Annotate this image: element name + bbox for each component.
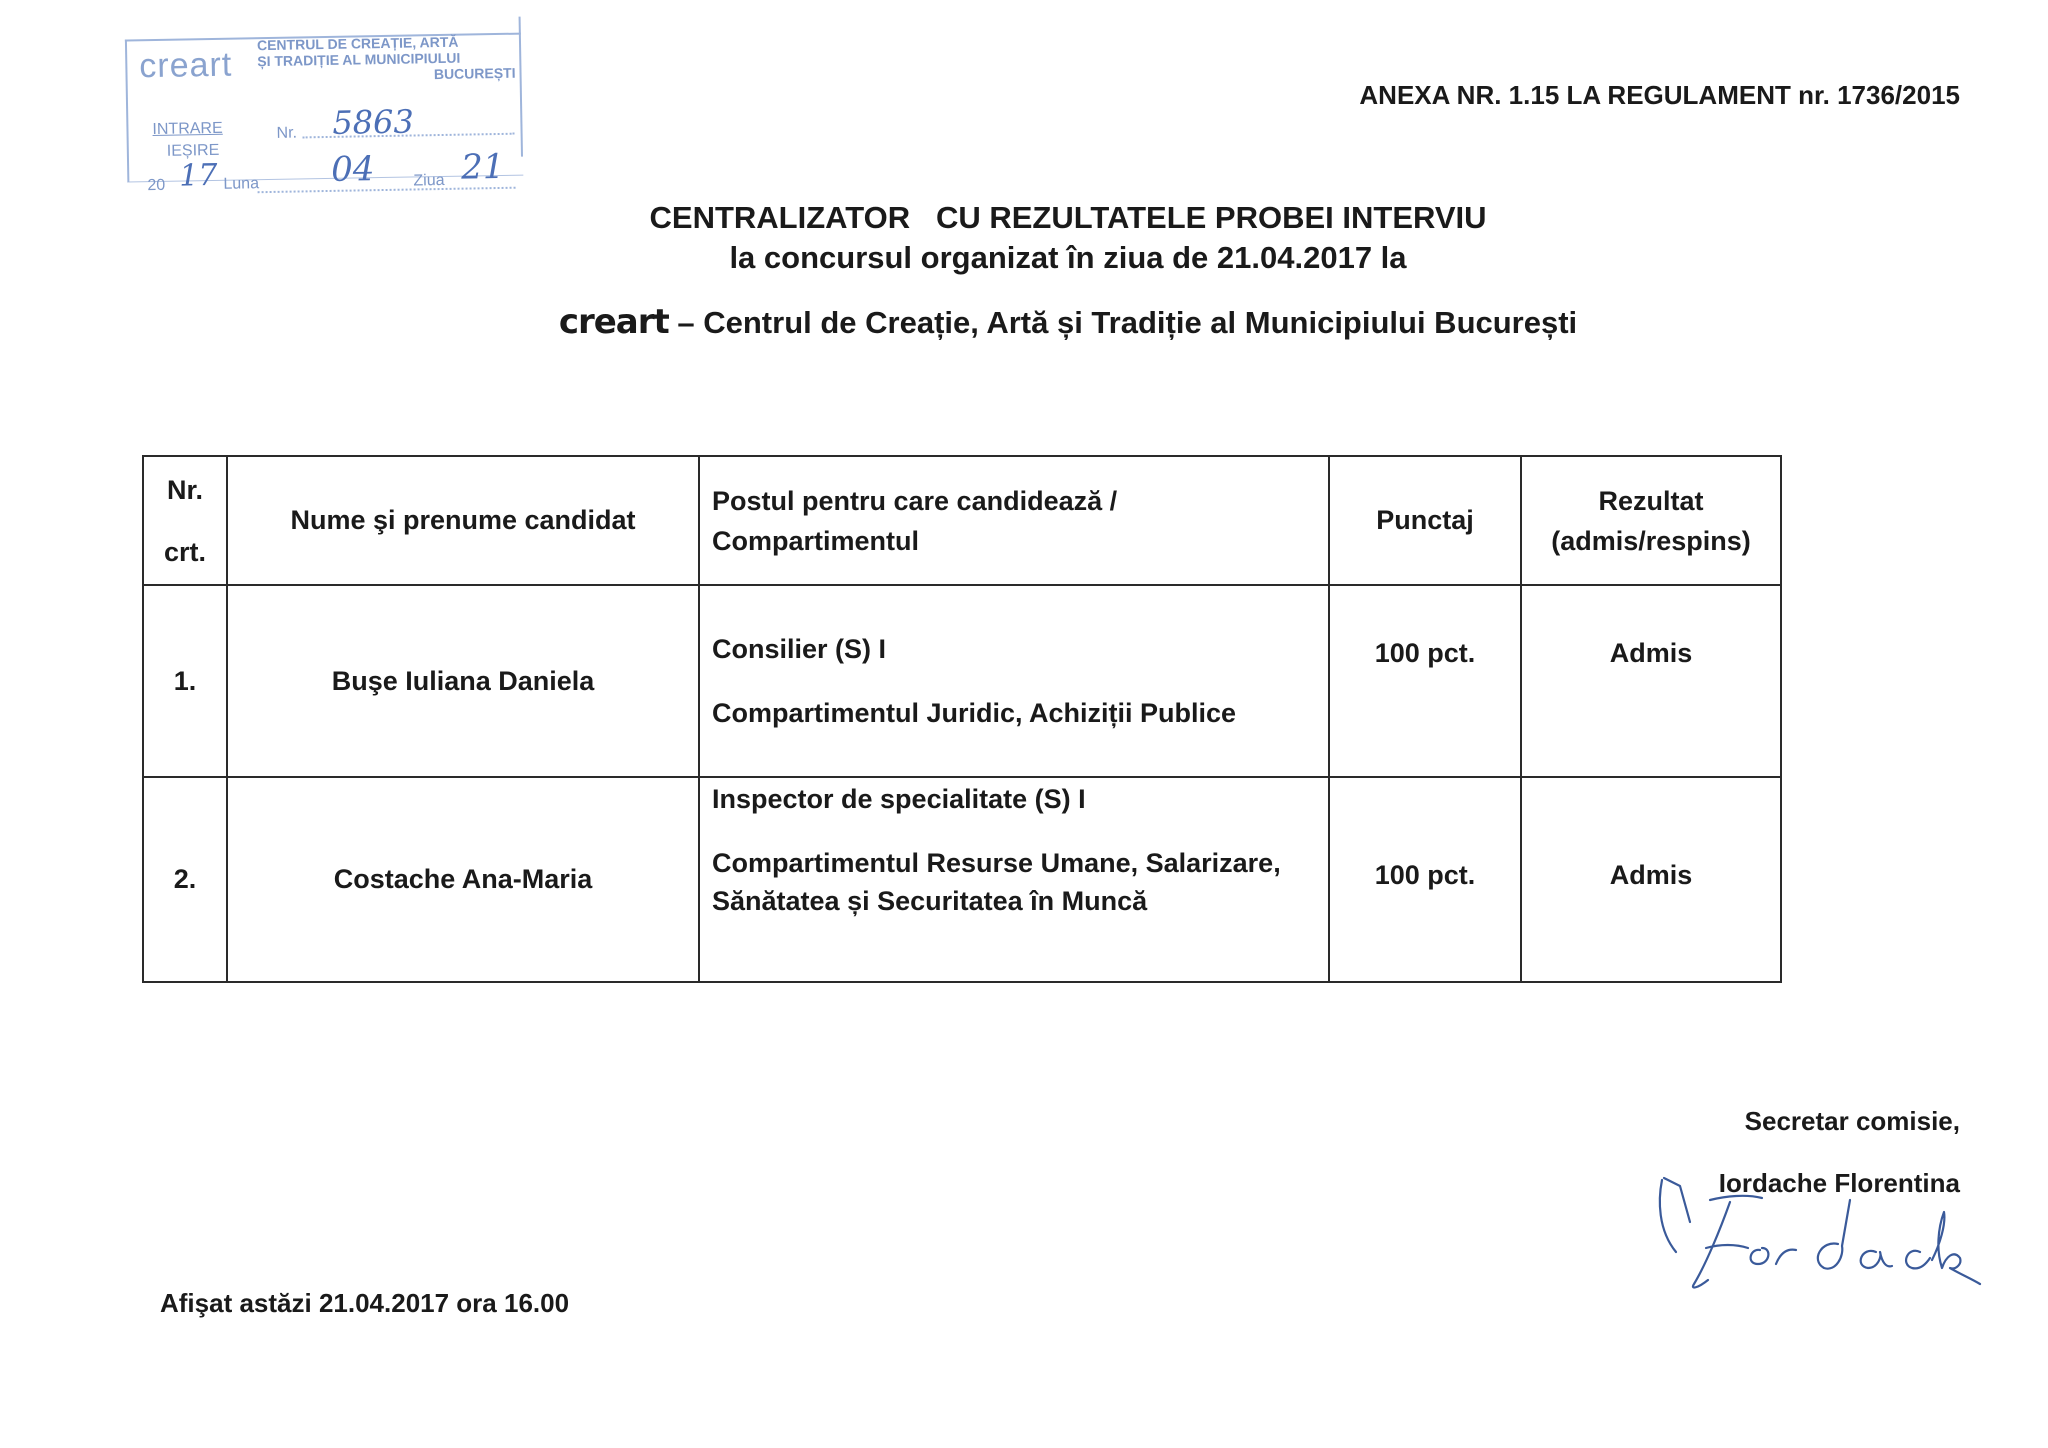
handwritten-signature bbox=[1650, 1160, 1990, 1300]
column-header-nr bbox=[143, 456, 227, 585]
posted-notice: Afişat astăzi 21.04.2017 ora 16.00 bbox=[160, 1288, 570, 1318]
stamp-iesire-label: IEȘIRE bbox=[166, 141, 220, 160]
column-header-text: crt. bbox=[163, 536, 207, 567]
candidate-name: Costache Ana-Maria bbox=[227, 777, 699, 982]
column-header-points bbox=[1329, 456, 1521, 585]
document-title bbox=[0, 198, 2048, 278]
points-value: 100 pct. bbox=[1374, 637, 1476, 668]
column-header-name bbox=[227, 456, 699, 585]
stamp-ziua-label: Ziua bbox=[413, 171, 445, 190]
column-header-post bbox=[699, 456, 1329, 585]
column-header-result bbox=[1521, 456, 1781, 585]
stamp-ziua-value: 21 bbox=[460, 146, 505, 188]
column-header-text: Compartimentul bbox=[712, 525, 920, 556]
points-cell bbox=[1329, 585, 1521, 777]
post-cell bbox=[699, 585, 1329, 777]
result-cell bbox=[1521, 777, 1781, 982]
points-value: 100 pct. bbox=[1374, 860, 1476, 890]
stamp-registration-number: 5863 bbox=[332, 102, 415, 142]
post-title: Consilier (S) I bbox=[712, 634, 887, 664]
row-number: 1. bbox=[143, 585, 227, 777]
table-row bbox=[143, 777, 1781, 982]
table-header-row bbox=[143, 456, 1781, 585]
row-number: 2. bbox=[143, 777, 227, 982]
post-department: Compartimentul Resurse Umane, Salarizare, Sănătatea și Securitatea în Muncă bbox=[712, 848, 1281, 916]
title-line: CENTRALIZATOR CU REZULTATELE PROBEI INTERVIU bbox=[649, 200, 1487, 235]
column-header-text: (admis/respins) bbox=[1551, 525, 1751, 556]
organization-line bbox=[0, 302, 2048, 342]
stamp-year-prefix: 20 bbox=[147, 176, 166, 195]
candidate-name: Buşe Iuliana Daniela bbox=[227, 585, 699, 777]
post-cell bbox=[699, 777, 1329, 982]
secretary-name: Iordache Florentina bbox=[1718, 1168, 1960, 1198]
stamp-institution-line: BUCUREȘTI bbox=[433, 64, 516, 83]
results-table bbox=[142, 455, 1782, 983]
stamp-logo: creart bbox=[139, 45, 233, 86]
post-title: Inspector de specialitate (S) I bbox=[712, 784, 1086, 814]
stamp-institution bbox=[257, 33, 522, 86]
post-department: Compartimentul Juridic, Achiziții Publice bbox=[712, 698, 1237, 728]
stamp-year-value: 17 bbox=[178, 157, 218, 194]
column-header-text: Punctaj bbox=[1376, 505, 1474, 535]
registration-stamp bbox=[125, 17, 528, 195]
table-row bbox=[143, 585, 1781, 777]
annex-reference: ANEXA NR. 1.15 LA REGULAMENT nr. 1736/2015 bbox=[1359, 80, 1960, 110]
stamp-nr-label: Nr. bbox=[276, 124, 298, 142]
result-value: Admis bbox=[1609, 637, 1693, 668]
stamp-institution-line: ȘI TRADIȚIE AL MUNICIPIULUI bbox=[257, 49, 461, 70]
secretary-label: Secretar comisie, bbox=[1744, 1106, 1960, 1136]
column-header-text: Postul pentru care candidează / bbox=[712, 485, 1118, 516]
column-header-text: Nr. bbox=[166, 474, 204, 505]
result-cell bbox=[1521, 585, 1781, 777]
result-value: Admis bbox=[1609, 860, 1693, 890]
stamp-luna-value: 04 bbox=[330, 149, 375, 190]
points-cell bbox=[1329, 777, 1521, 982]
column-header-text: Rezultat bbox=[1598, 485, 1704, 516]
title-line: la concursul organizat în ziua de 21.04.2017 la bbox=[729, 240, 1407, 275]
column-header-text: Nume şi prenume candidat bbox=[290, 505, 636, 535]
stamp-institution-line: CENTRUL DE CREAȚIE, ARTĂ bbox=[256, 33, 459, 54]
stamp-luna-label: Luna bbox=[223, 175, 260, 193]
organization-name: – Centrul de Creație, Artă și Tradiție al Municipiului București bbox=[668, 305, 1578, 340]
stamp-intrare-label: INTRARE bbox=[152, 119, 223, 139]
stamp-dotted-line bbox=[258, 187, 516, 194]
brand-logo: creart bbox=[558, 302, 669, 342]
